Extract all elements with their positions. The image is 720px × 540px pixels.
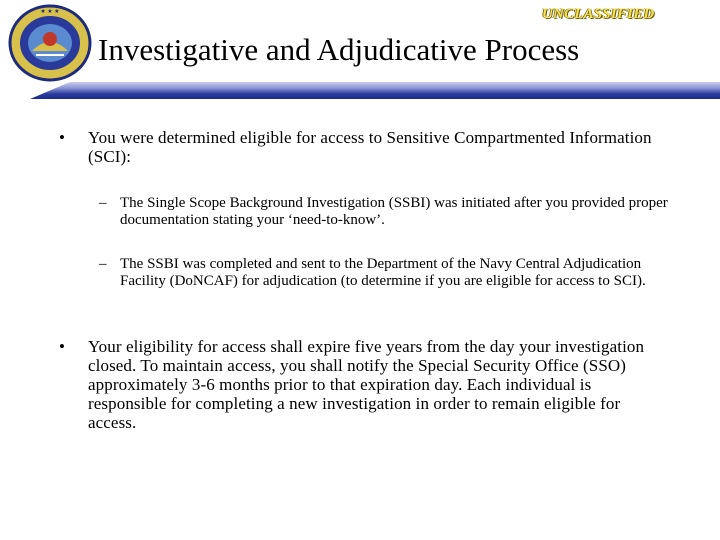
subitem-text-ssbi-completed: The SSBI was completed and sent to the Department of the Navy Central Adjudication Facility (DoNCAF) for adjudication (to determine if you are eligible for access to SCI). [120,256,646,289]
subitem-marker: – [99,256,107,272]
classification-label: UNCLASSIFIED [542,6,655,22]
bullet-text-sci-eligibility: You were determined eligible for access to Sensitive Compartmented Information (SCI): [88,128,652,166]
title-underline-bar [30,82,720,99]
subitem-marker: – [99,195,107,211]
bullet-marker: • [59,128,65,147]
bullet-text-eligibility-expiration: Your eligibility for access shall expire five years from the day your investigation closed. To maintain access, you shall notify the Special Security Office (SSO) approximately 3-6 months prior to that expiration day. Each individual is responsible for completing a new investigation in order to remain eligible for access. [88,337,645,432]
subitem-text-ssbi-initiated: The Single Scope Background Investigation (SSBI) was initiated after you provided proper documentation stating your ‘need-to-know’. [120,195,668,228]
bullet-marker: • [59,337,65,356]
svg-text:★ ★ ★: ★ ★ ★ [40,9,60,15]
page-title: Investigative and Adjudicative Process [98,32,580,67]
navy-seal-logo [6,3,94,83]
